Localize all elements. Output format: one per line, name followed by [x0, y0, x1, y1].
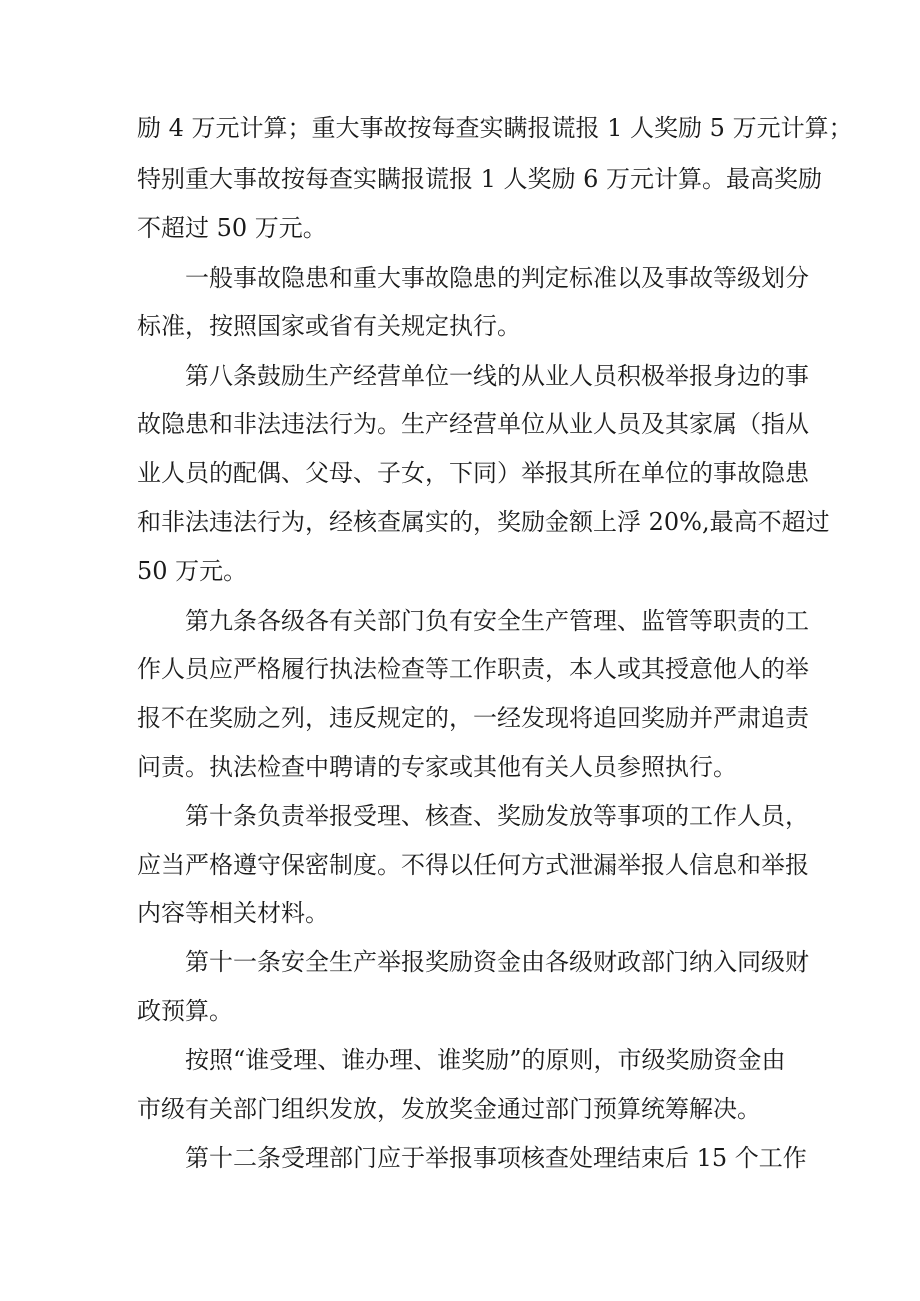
article-12-start: 第十二条受理部门应于举报事项核查处理结束后 15 个工作 — [185, 1144, 807, 1172]
text-line: 应当严格遵守保密制度。不得以任何方式泄漏举报人信息和举报 — [137, 851, 809, 879]
text-line: 业人员的配偶、父母、子女，下同）举报其所在单位的事故隐患 — [137, 459, 809, 487]
text-line: 励 4 万元计算；重大事故按每查实瞒报谎报 1 人奖励 5 万元计算； — [137, 114, 853, 142]
article-8-start: 第八条鼓励生产经营单位一线的从业人员积极举报身边的事 — [185, 362, 809, 390]
text-line: 报不在奖励之列，违反规定的，一经发现将追回奖励并严肃追责 — [137, 704, 809, 732]
text-line: 内容等相关材料。 — [137, 899, 329, 927]
text-line: 50 万元。 — [137, 557, 248, 585]
text-line: 不超过 50 万元。 — [137, 214, 327, 242]
text-line: 政预算。 — [137, 997, 233, 1025]
article-9-start: 第九条各级各有关部门负有安全生产管理、监管等职责的工 — [185, 607, 809, 635]
text-line: 和非法违法行为，经核查属实的，奖励金额上浮 20%,最高不超过 — [137, 508, 830, 536]
text-line: 作人员应严格履行执法检查等工作职责，本人或其授意他人的举 — [137, 655, 809, 683]
paragraph-start: 一般事故隐患和重大事故隐患的判定标准以及事故等级划分 — [185, 264, 809, 292]
text-line: 市级有关部门组织发放，发放奖金通过部门预算统筹解决。 — [137, 1095, 761, 1123]
text-line: 特别重大事故按每查实瞒报谎报 1 人奖励 6 万元计算。最高奖励 — [137, 165, 823, 193]
text-line: 故隐患和非法违法行为。生产经营单位从业人员及其家属（指从 — [137, 410, 809, 438]
article-11-start: 第十一条安全生产举报奖励资金由各级财政部门纳入同级财 — [185, 948, 809, 976]
article-10-start: 第十条负责举报受理、核查、奖励发放等事项的工作人员， — [185, 802, 809, 830]
paragraph-start: 按照“谁受理、谁办理、谁奖励”的原则，市级奖励资金由 — [185, 1046, 786, 1074]
text-line: 问责。执法检查中聘请的专家或其他有关人员参照执行。 — [137, 753, 737, 781]
text-line: 标准，按照国家或省有关规定执行。 — [137, 312, 521, 340]
